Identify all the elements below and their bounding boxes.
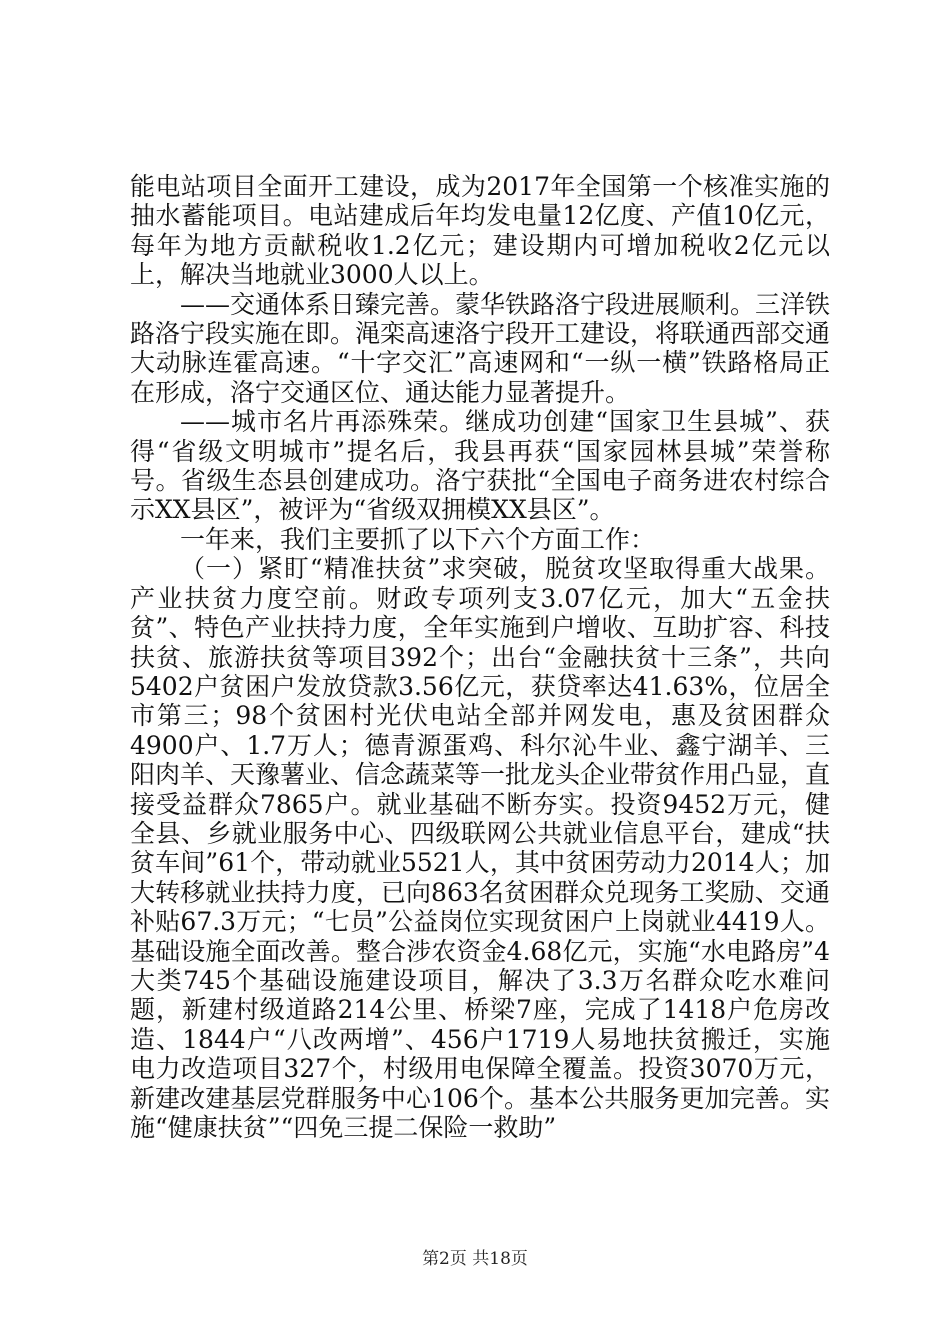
page-footer: 第2页 共18页 xyxy=(422,1249,528,1269)
paragraph-continuation: 能电站项目全面开工建设，成为2017年全国第一个核准实施的抽水蓄能项目。电站建成后年均发电量12亿度、产值10亿元，每年为地方贡献税收1.2亿元；建设期内可增加税收2亿元以上，解决当地就业3000人以上。 xyxy=(130,172,830,290)
paragraph-city: ——城市名片再添殊荣。继成功创建“国家卫生县城”、获得“省级文明城市”提名后，我县再获“国家园林县城”荣誉称号。省级生态县创建成功。洛宁获批“全国电子商务进农村综合示XX县区”，被评为“省级双拥模XX县区”。 xyxy=(130,407,830,525)
paragraph-poverty: （一）紧盯“精准扶贫”求突破，脱贫攻坚取得重大战果。产业扶贫力度空前。财政专项列支3.07亿元，加大“五金扶贫”、特色产业扶持力度，全年实施到户增收、互助扩容、科技扶贫、旅游扶贫等项目392个；出台“金融扶贫十三条”，共向5402户贫困户发放贷款3.56亿元，获贷率达41.63%，位居全市第三；98个贫困村光伏电站全部并网发电，惠及贫困群众4900户、1.7万人；德青源蛋鸡、科尔沁牛业、鑫宁湖羊、三阳肉羊、天豫薯业、信念蔬菜等一批龙头企业带贫作用凸显，直接受益群众7865户。就业基础不断夯实。投资9452万元，健全县、乡就业服务中心、四级联网公共就业信息平台，建成“扶贫车间”61个，带动就业5521人，其中贫困劳动力2014人；加大转移就业扶持力度，已向863名贫困群众兑现务工奖励、交通补贴67.3万元；“七员”公益岗位实现贫困户上岗就业4419人。基础设施全面改善。整合涉农资金4.68亿元，实施“水电路房”4大类745个基础设施建设项目，解决了3.3万名群众吃水难问题，新建村级道路214公里、桥梁7座，完成了1418户危房改造、1844户“八改两增”、456户1719人易地扶贫搬迁，实施电力改造项目327个，村级用电保障全覆盖。投资3070万元，新建改建基层党群服务中心106个。基本公共服务更加完善。实施“健康扶贫”“四免三提二保险一救助” xyxy=(130,554,831,1142)
paragraph-summary: 一年来，我们主要抓了以下六个方面工作： xyxy=(180,524,656,554)
document-body xyxy=(130,172,830,1142)
paragraph-transport: ——交通体系日臻完善。蒙华铁路洛宁段进展顺利。三洋铁路洛宁段实施在即。渑栾高速洛宁段开工建设，将联通西部交通大动脉连霍高速。“十字交汇”高速网和“一纵一横”铁路格局正在形成，洛宁交通区位、通达能力显著提升。 xyxy=(130,289,831,407)
